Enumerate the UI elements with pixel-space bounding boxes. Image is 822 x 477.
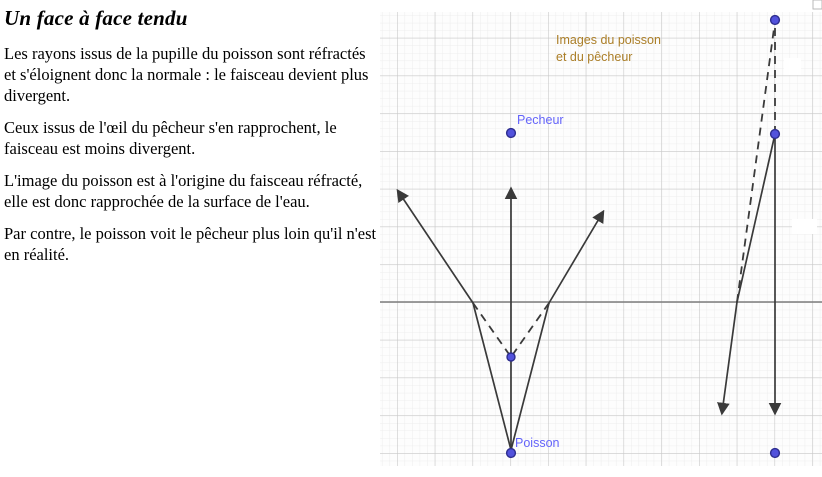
images-caption-line1: Images du poisson: [556, 33, 661, 47]
pecheur-label: Pecheur: [517, 113, 564, 127]
paragraph-fish-image: L'image du poisson est à l'origine du faisceau réfracté, elle est donc rapprochée de la surface de l'eau.: [4, 171, 363, 211]
refraction-diagram: [378, 0, 822, 477]
page-title: Un face à face tendu: [4, 6, 188, 30]
images-caption-line2: et du pêcheur: [556, 50, 633, 64]
paragraph-rays-fish: Les rayons issus de la pupille du poisson sont réfractés et s'éloignent donc la normale : le faisceau devient plus divergent.: [4, 44, 369, 105]
pecheur-point: [507, 129, 516, 138]
pecheur-image-point: [771, 16, 780, 25]
diagram-canvas: [378, 0, 822, 477]
fisherman-eye-point: [771, 130, 780, 139]
paragraph-conclusion: Par contre, le poisson voit le pêcheur plus loin qu'il n'est en réalité.: [4, 224, 377, 264]
poisson-label: Poisson: [515, 436, 560, 450]
lesson-text-column: [4, 2, 378, 276]
corner-artifact: [813, 0, 822, 9]
eraser-artifact-top: [784, 58, 801, 75]
fish-target-point: [771, 449, 780, 458]
eraser-artifact-middle: [792, 219, 817, 234]
poisson-image-point: [507, 353, 515, 361]
paragraph-rays-fisherman: Ceux issus de l'œil du pêcheur s'en rapprochent, le faisceau est moins divergent.: [4, 118, 337, 158]
grid-major-lines: [380, 12, 822, 466]
